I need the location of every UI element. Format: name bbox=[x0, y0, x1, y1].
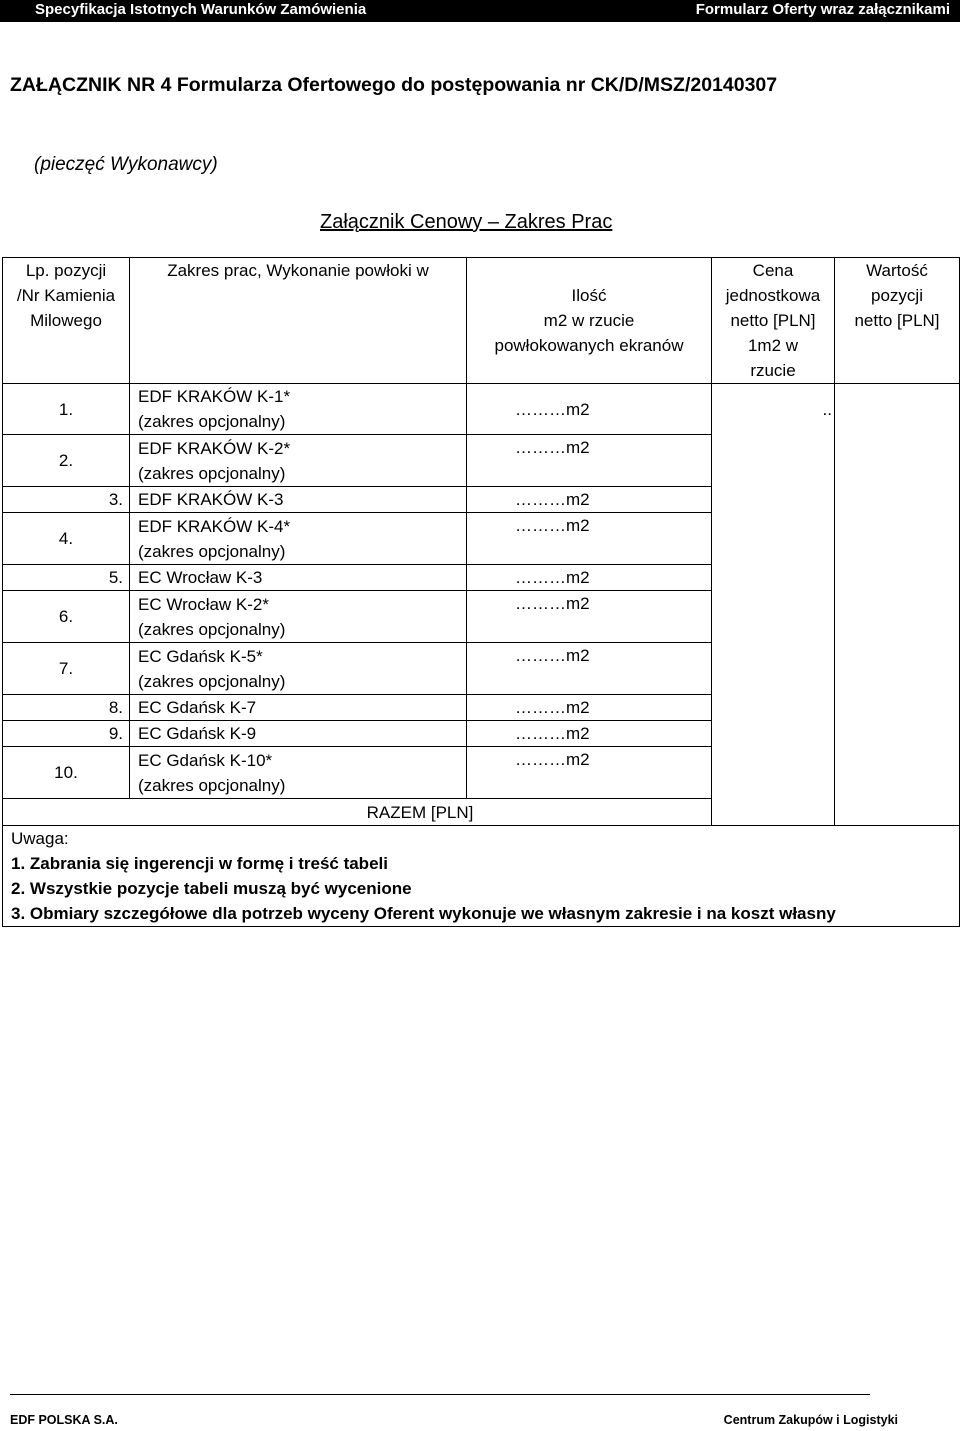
row-quantity[interactable]: ………m2 bbox=[467, 513, 712, 565]
header-wartosc: Wartość pozycji netto [PLN] bbox=[835, 258, 960, 384]
row-quantity[interactable]: ………m2 bbox=[467, 591, 712, 643]
row-lp: 2. bbox=[3, 435, 130, 487]
row-quantity[interactable]: ………m2 bbox=[467, 487, 712, 513]
row-quantity[interactable]: ………m2 bbox=[467, 695, 712, 721]
row-lp: 8. bbox=[3, 695, 130, 721]
header-left-text: Specyfikacja Istotnych Warunków Zamówienia bbox=[35, 1, 367, 18]
row-lp: 9. bbox=[3, 721, 130, 747]
row-lp: 7. bbox=[3, 643, 130, 695]
row-description: EC Gdańsk K-7 bbox=[130, 695, 467, 721]
note-item: 2. Wszystkie pozycje tabeli muszą być wycenione bbox=[11, 879, 412, 898]
row-lp: 3. bbox=[3, 487, 130, 513]
row-description: EDF KRAKÓW K-2* (zakres opcjonalny) bbox=[130, 435, 467, 487]
row-description: EC Gdańsk K-10* (zakres opcjonalny) bbox=[130, 747, 467, 799]
section-title: Załącznik Cenowy – Zakres Prac bbox=[320, 211, 613, 233]
row-lp: 5. bbox=[3, 565, 130, 591]
row-price[interactable]: .. bbox=[712, 384, 835, 435]
row-lp: 10. bbox=[3, 747, 130, 799]
price-table bbox=[2, 257, 960, 927]
value-column-blank[interactable] bbox=[835, 435, 960, 799]
price-column-blank[interactable] bbox=[712, 435, 835, 799]
row-quantity[interactable]: ………m2 bbox=[467, 747, 712, 799]
row-quantity[interactable]: ………m2 bbox=[467, 435, 712, 487]
row-description: EC Wrocław K-3 bbox=[130, 565, 467, 591]
note-item: 3. Obmiary szczegółowe dla potrzeb wyceny Oferent wykonuje we własnym zakresie i na koszt własny bbox=[11, 904, 836, 923]
row-description: EDF KRAKÓW K-3 bbox=[130, 487, 467, 513]
total-price-cell[interactable] bbox=[712, 799, 835, 826]
total-label: RAZEM [PLN] bbox=[3, 799, 712, 826]
row-description: EC Gdańsk K-9 bbox=[130, 721, 467, 747]
document-title: ZAŁĄCZNIK NR 4 Formularza Ofertowego do postępowania nr CK/D/MSZ/20140307 bbox=[10, 74, 778, 96]
row-quantity[interactable]: ………m2 bbox=[467, 384, 712, 435]
row-quantity[interactable]: ………m2 bbox=[467, 565, 712, 591]
row-quantity[interactable]: ………m2 bbox=[467, 721, 712, 747]
notes-cell bbox=[3, 826, 960, 927]
total-value-cell[interactable] bbox=[835, 799, 960, 826]
row-value[interactable] bbox=[835, 384, 960, 435]
row-description: EDF KRAKÓW K-1* (zakres opcjonalny) bbox=[130, 384, 467, 435]
row-description: EC Wrocław K-2* (zakres opcjonalny) bbox=[130, 591, 467, 643]
header-cena: Cena jednostkowa netto [PLN] 1m2 w rzucie bbox=[712, 258, 835, 384]
row-lp: 1. bbox=[3, 384, 130, 435]
header-zakres: Zakres prac, Wykonanie powłoki w bbox=[130, 258, 467, 384]
row-description: EC Gdańsk K-5* (zakres opcjonalny) bbox=[130, 643, 467, 695]
row-quantity[interactable]: ………m2 bbox=[467, 643, 712, 695]
total-row bbox=[3, 799, 960, 826]
table-row bbox=[3, 384, 960, 435]
page-header-bar bbox=[0, 0, 960, 22]
footer-right-text: Centrum Zakupów i Logistyki bbox=[723, 1413, 898, 1427]
header-lp: Lp. pozycji /Nr Kamienia Milowego bbox=[3, 258, 130, 384]
table-header-row bbox=[3, 258, 960, 384]
note-item: 1. Zabrania się ingerencji w formę i treść tabeli bbox=[11, 854, 388, 873]
notes-heading: Uwaga: bbox=[11, 829, 69, 848]
row-lp: 6. bbox=[3, 591, 130, 643]
footer-left-text: EDF POLSKA S.A. bbox=[10, 1413, 118, 1427]
footer-divider bbox=[10, 1394, 870, 1395]
header-right-text: Formularz Oferty wraz załącznikami bbox=[695, 1, 950, 18]
row-description: EDF KRAKÓW K-4* (zakres opcjonalny) bbox=[130, 513, 467, 565]
row-lp: 4. bbox=[3, 513, 130, 565]
stamp-label: (pieczęć Wykonawcy) bbox=[34, 154, 218, 175]
table-row bbox=[3, 435, 960, 487]
header-ilosc: Ilość m2 w rzucie powłokowanych ekranów bbox=[467, 258, 712, 384]
notes-row bbox=[3, 826, 960, 927]
